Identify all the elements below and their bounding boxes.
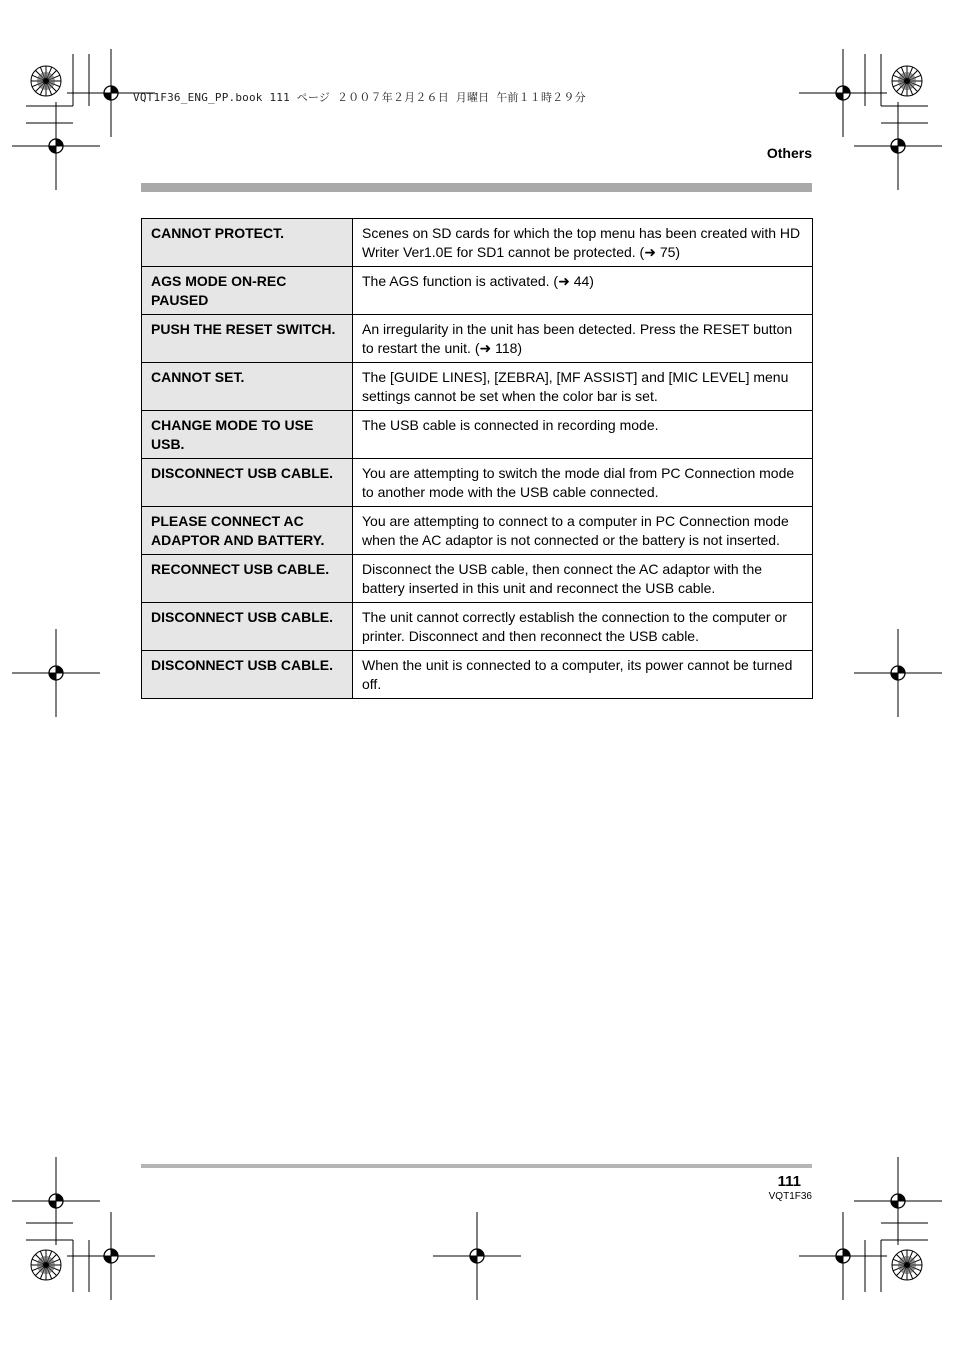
registration-mark-icon xyxy=(799,49,887,137)
table-row xyxy=(142,267,813,315)
registration-mark-icon xyxy=(854,629,942,717)
color-wheel-icon xyxy=(892,66,922,96)
table-row xyxy=(142,411,813,459)
message-cell: DISCONNECT USB CABLE. xyxy=(142,651,353,699)
color-wheel-icon xyxy=(31,1250,61,1280)
model-code: VQT1F36 xyxy=(768,1191,812,1202)
description-cell: The unit cannot correctly establish the connection to the computer or printer. Disconnect and then reconnect the USB cable. xyxy=(353,603,813,651)
description-cell: The [GUIDE LINES], [ZEBRA], [MF ASSIST] and [MIC LEVEL] menu settings cannot be set when the color bar is set. xyxy=(353,363,813,411)
print-header: VQT1F36_ENG_PP.book 111 ページ ２００７年２月２６日 月曜日 午前１１時２９分 xyxy=(133,91,586,104)
message-cell: CHANGE MODE TO USE USB. xyxy=(142,411,353,459)
registration-mark-icon xyxy=(854,1157,942,1245)
registration-mark-icon xyxy=(12,102,100,190)
message-cell: PLEASE CONNECT AC ADAPTOR AND BATTERY. xyxy=(142,507,353,555)
description-cell: You are attempting to connect to a computer in PC Connection mode when the AC adaptor is not connected or the battery is not inserted. xyxy=(353,507,813,555)
message-cell: PUSH THE RESET SWITCH. xyxy=(142,315,353,363)
description-cell: Disconnect the USB cable, then connect the AC adaptor with the battery inserted in this unit and reconnect the USB cable. xyxy=(353,555,813,603)
table-row xyxy=(142,555,813,603)
message-cell: CANNOT SET. xyxy=(142,363,353,411)
message-cell: AGS MODE ON-REC PAUSED xyxy=(142,267,353,315)
registration-mark-icon xyxy=(12,1157,100,1245)
description-cell: An irregularity in the unit has been detected. Press the RESET button to restart the unit. (➜ 118) xyxy=(353,315,813,363)
page-number: 111 xyxy=(777,1173,801,1190)
message-cell: RECONNECT USB CABLE. xyxy=(142,555,353,603)
color-wheel-icon xyxy=(892,1250,922,1280)
description-cell: The USB cable is connected in recording mode. xyxy=(353,411,813,459)
section-title: Others xyxy=(766,145,812,161)
registration-mark-icon xyxy=(799,1212,887,1300)
table-row xyxy=(142,219,813,267)
table-row xyxy=(142,459,813,507)
description-cell: The AGS function is activated. (➜ 44) xyxy=(353,267,813,315)
table-row xyxy=(142,315,813,363)
messages-table xyxy=(141,218,813,699)
registration-mark-icon xyxy=(854,102,942,190)
message-cell: DISCONNECT USB CABLE. xyxy=(142,603,353,651)
description-cell: Scenes on SD cards for which the top menu has been created with HD Writer Ver1.0E for SD1 cannot be protected. (➜ 75) xyxy=(353,219,813,267)
table-row xyxy=(142,507,813,555)
registration-mark-icon xyxy=(12,629,100,717)
message-cell: CANNOT PROTECT. xyxy=(142,219,353,267)
color-wheel-icon xyxy=(31,66,61,96)
top-rule xyxy=(141,183,812,192)
bottom-rule xyxy=(141,1164,812,1168)
registration-mark-icon xyxy=(67,1212,155,1300)
registration-mark-icon xyxy=(433,1212,521,1300)
description-cell: When the unit is connected to a computer, its power cannot be turned off. xyxy=(353,651,813,699)
table-row xyxy=(142,363,813,411)
description-cell: You are attempting to switch the mode dial from PC Connection mode to another mode with the USB cable connected. xyxy=(353,459,813,507)
message-cell: DISCONNECT USB CABLE. xyxy=(142,459,353,507)
table-row xyxy=(142,651,813,699)
table-row xyxy=(142,603,813,651)
